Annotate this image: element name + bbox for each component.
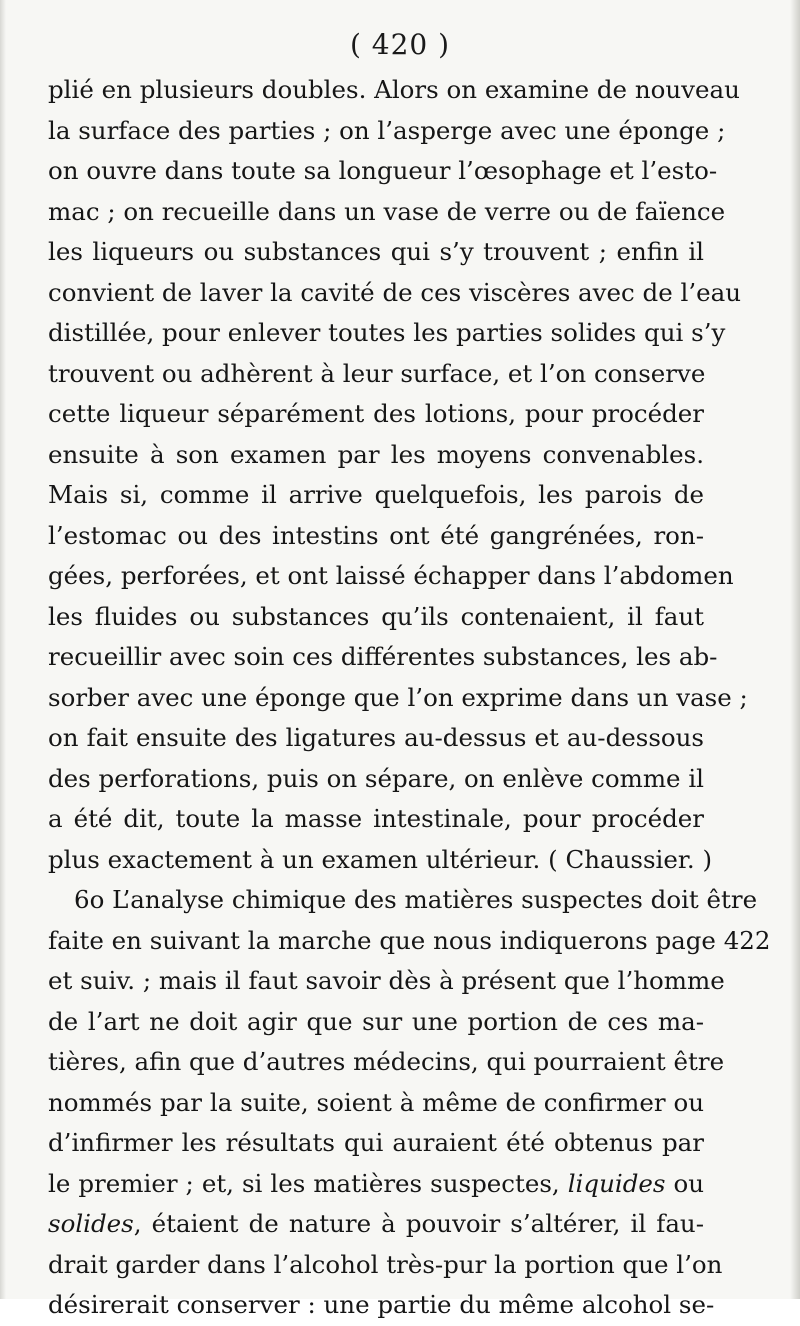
text-line: de l’art ne doit agir que sur une portion de ces ma-	[48, 1006, 704, 1036]
text-line: désirerait conserver : une partie du même alcohol se-	[48, 1290, 715, 1319]
text-line	[48, 1204, 704, 1245]
text-line: drait garder dans l’alcohol très-pur la portion que l’on	[48, 1249, 723, 1279]
text-line: et suiv. ; mais il faut savoir dès à présent que l’homme	[48, 966, 725, 995]
text-line: a été dit, toute la masse intestinale, pour procéder	[48, 804, 704, 833]
text-line: tières, afin que d’autres médecins, qui pourraient être	[48, 1047, 725, 1076]
text-line	[48, 1164, 704, 1205]
page-number: ( 420 )	[349, 28, 451, 61]
text-line: ensuite à son examen par les moyens convenables.	[48, 439, 704, 469]
italic-word: liquides	[567, 1168, 666, 1198]
text-segment: le premier ; et, si les matières suspectes,	[48, 1168, 560, 1198]
text-line: on ouvre dans toute sa longueur l’œsophage et l’esto-	[48, 156, 718, 185]
text-line: sorber avec une éponge que l’on exprime dans un vase ;	[48, 682, 748, 712]
text-line: d’infirmer les résultats qui auraient été obtenus par	[48, 1128, 704, 1157]
text-line: les fluides ou substances qu’ils contenaient, il faut	[48, 601, 704, 631]
text-line: plus exactement à un examen ultérieur. ( Chaussier. )	[48, 844, 713, 874]
text-line: la surface des parties ; on l’asperge avec une éponge ;	[48, 115, 726, 145]
text-segment: , étaient de nature à pouvoir s’altérer, il fau-	[133, 1209, 704, 1238]
text-line: trouvent ou adhèrent à leur surface, et l’on conserve	[48, 358, 706, 388]
text-line: cette liqueur séparément des lotions, pour procéder	[48, 399, 704, 428]
text-line: convient de laver la cavité de ces viscères avec de l’eau	[48, 277, 741, 307]
text-line: gées, perforées, et ont laissé échapper dans l’abdomen	[48, 561, 734, 590]
text-line: l’estomac ou des intestins ont été gangrénées, ron-	[48, 520, 704, 550]
text-line: distillée, pour enlever toutes les parties solides qui s’y	[48, 318, 726, 347]
text-line: mac ; on recueille dans un vase de verre ou de faïence	[48, 196, 726, 226]
text-line: des perforations, puis on sépare, on enlève comme il	[48, 763, 705, 793]
text-line: on fait ensuite des ligatures au-dessus et au-dessous	[48, 723, 704, 752]
page-edge-right	[790, 0, 800, 1299]
body-text	[48, 70, 771, 1326]
text-line: les liqueurs ou substances qui s’y trouvent ; enfin il	[48, 237, 704, 266]
text-segment: ou	[673, 1168, 705, 1198]
italic-word: solides	[48, 1209, 134, 1238]
text-line: nommés par la suite, soient à même de confirmer ou	[48, 1087, 704, 1117]
text-line: plié en plusieurs doubles. Alors on examine de nouveau	[48, 75, 740, 104]
text-line: Mais si, comme il arrive quelquefois, les parois de	[48, 480, 704, 509]
text-line: 6o L’analyse chimique des matières suspectes doit être	[74, 885, 758, 914]
text-line: faite en suivant la marche que nous indiquerons page 422	[48, 925, 771, 955]
text-line: recueillir avec soin ces différentes substances, les ab-	[48, 642, 718, 671]
page-edge-left	[0, 0, 6, 1299]
